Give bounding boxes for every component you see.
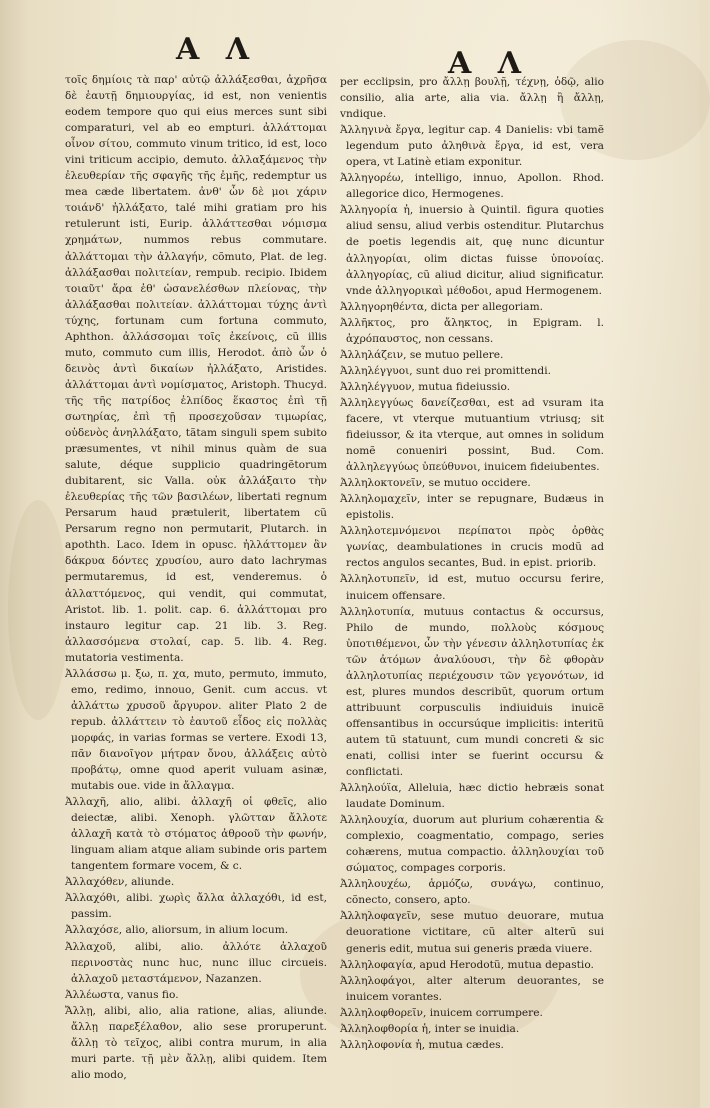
dictionary-entry: Ἀλληλοτυπία, mutuus contactus & occursus, Philo de mundo, πολλοὺς κόσμους ὑποτιθέμενοι, ὧν τὴν γένεσιν ἀλληλοτυπίας ἐκ τῶν ἀτόμων ἀναλύουσι, τὴν δὲ φθορὰν ἀλληλοτυπίας περιέχουσιν τῶν γεγονότων, id est, plures mundos describũt, quorum ortum attribuunt corpusculis indiuiduis inuicẽ offensantibus in occursúque implicitis: interitũ autem tũ statuunt, cum mundi concreti & sic enati, collisi inter se fuerint occursu & conflictati. bbox=[340, 605, 604, 779]
dictionary-entry: Ἀλληγορηθέντα, dicta per allegoriam. bbox=[340, 300, 543, 313]
dictionary-entry: Ἀλληλοτεμνόμενοι περίπατοι πρὸς ὀρθὰς γωνίας, deambulationes in crucis modũ ad rectos angulos secantes, Bud. in epist. priorib. bbox=[340, 525, 604, 570]
dictionary-entry: Ἄλλῃ, alibi, alio, alia ratione, alias, aliunde. ἄλλῃ παρεξέλαθον, alio sese proruperunt. ἄλλῃ τὸ τεῖχος, alibi contra murum, in alia muri parte. τῇ μὲν ἄλλῃ, alibi quidem. Item alio modo, bbox=[65, 1004, 327, 1081]
dictionary-entry: Ἀλληγορία ἡ, inuersio à Quintil. figura quoties aliud sensu, aliud verbis ostenditur. Plutarchus de poetis legendis ait, quę nunc dicuntur ἀλληγορίαι, olim dictas fuisse ὑπονοίας. ἀλληγορίας, cũ aliud dicitur, aliud significatur. vnde ἀλληγορικαὶ μέθοδοι, apud Hermogenem. bbox=[340, 204, 604, 297]
dictionary-entry: Ἀλλαχόθι, alibi. χωρὶς ἄλλα ἀλλαχόθι, id est, passim. bbox=[65, 892, 327, 921]
dictionary-entry: Ἀλληλεγγύως δανείζεσθαι, est ad vsuram ita facere, vt vterque mutuantium vtriusq; sit fideiussor, & ita vterque, aut omnes in solidum nomẽ conueniri possint, Bud. Com. ἀλληλεγγύως ὑπεύθυνοι, inuicem fideiubentes. bbox=[340, 396, 604, 474]
dictionary-entry: Ἀλληλοκτονεῖν, se mutuo occidere. bbox=[340, 477, 531, 490]
entry-continuation: τοῖς δημίοις τὰ παρ' αὐτῷ ἀλλάξεσθαι, ἀχρῆσα δὲ ἑαυτῇ δημιουργίας, id est, non venientis eodem tempore quo qui eius merces sunt sibi comparaturi, vel ab eo empturi. ἀλλάττομαι οἶνον σίτου, commuto vinum tritico, id est, loco vini triticum accipio, demuto. ἀλλαξάμενος τὴν ἐλευθερίαν τῆς σφαγῆς τῆς ἐμῆς, redemptur us mea cæde libertatem. ἀνθ' ὧν δὲ μοι χάριν τοιάνδ' ἠλλάξατο, talé mihi gratiam pro his retulerunt isti, Eurip. ἀλλάττεσθαι νόμισμα χρημάτων, nummos rebus commutare. ἀλλάττομαι τὴν ἀλλαγήν, cõmuto, Plat. de leg. ἀλλάξασθαι πολιτείαν, rempub. recipio. Ibidem τοιαῦτ' ἄρα ἐθ' ὡσανελέσθων πλείονας, τὴν ἀλλάξασθαι πολιτείαν. ἀλλάττομαι τύχης ἀντὶ τύχης, fortunam cum fortuna commuto, Aphthon. ἀλλάσσομαι τοῖς ἐκείνοις, cũ illis muto, commuto cum illis, Herodot. ἀπὸ ὧν ὁ δεινὸς ἀντὶ δικαίων ἠλλάξατο, Aristides. ἀλλάττομαι ἀντὶ νομίσματος, Aristoph. Thucyd. τῆς τῆς πατρίδος ἐλπίδος ἕκαστος ἐπὶ τῇ σωτηρίας, ἐπὶ τῇ προσεχοῦσαν τιμωρίας, οὐδενὸς ἀνηλλάξατο, tãtam singuli spem subito præsumentes, vt nihil minus quàm de sua salute, déque supplicio quadringẽtorum dubitarent, sic Valla. οὐκ ἀλλάξαιτο τὴν ἐλευθερίας τῆς τῶν βασιλέων, libertati regnum Persarum haud prætulerit, libertatem cũ Persarum regno non permutarit, Plutarch. in apothth. Laco. Idem in opusc. ἠλλάττομεν ἂν δάκρυα δόντες χρυσίου, auro dato lachrymas permutaremus, id est, venderemus. ὁ ἀλλαττόμενος, qui vendit, qui commutat, Aristot. lib. 1. polit. cap. 6. ἀλλάττομαι pro instauro legitur cap. 21 lib. 3. Reg. ἀλλασσόμενα στολαί, cap. 5. lib. 4. Reg. mutatoria vestimenta. bbox=[65, 74, 327, 664]
dictionary-entry: Ἀλληλουχία, duorum aut plurium cohærentia & complexio, coagmentatio, compago, series cohærens, mutua compactio. ἀλληλουχίαι τοῦ σώματος, compages corporis. bbox=[340, 814, 604, 875]
dictionary-entry: Ἀλληλάζειν, se mutuo pellere. bbox=[340, 348, 504, 361]
dictionary-entry: Ἀλληγορέω, intelligo, innuo, Apollon. Rhod. allegorice dico, Hermogenes. bbox=[340, 172, 604, 201]
dictionary-entry: Ἀλληλούϊα, Alleluia, hæc dictio hebræis sonat laudate Dominum. bbox=[340, 782, 604, 811]
dictionary-entry: Ἀλληλέγγυοι, sunt duo rei promittendi. bbox=[340, 364, 551, 377]
dictionary-entry: Ἀλλαχόσε, alio, aliorsum, in alium locum. bbox=[65, 924, 289, 937]
dictionary-entry: Ἀλληλοφαγεῖν, sese mutuo deuorare, mutua deuoratione victitare, cũ alter alterũ sui generis edit, mutua sui generis præda viuere. bbox=[340, 910, 604, 955]
dictionary-entry: Ἀλληλοφαγία, apud Herodotũ, mutua depastio. bbox=[340, 958, 594, 971]
dictionary-entry: Ἀλληλομαχεῖν, inter se repugnare, Budæus in epistolis. bbox=[340, 493, 604, 522]
dictionary-entry: Ἀλληλοτυπεῖν, id est, mutuo occursu ferire, inuicem offensare. bbox=[340, 573, 604, 602]
dictionary-entry: Ἀλληλέγγυον, mutua fideiussio. bbox=[340, 380, 511, 393]
running-head-right: Α Λ bbox=[448, 46, 529, 81]
dictionary-entry: Ἀλλάσσω μ. ξω, π. χα, muto, permuto, immuto, emo, redimo, innouo, Genit. cum accus. vt ἀλλάττω χρυσοῦ ἄργυρον. aliter Plato 2 de repub. ἀλλάττειν τὸ ἑαυτοῦ εἶδος εἰς πολλὰς μορφάς, in varias formas se vertere. Exodi 13, πᾶν διανοῖγον μήτραν ὄνου, ἀλλάξεις αὐτὸ προβάτῳ, omne quod aperit vuluam asinæ, mutabis oue. vide in ἄλλαγμα. bbox=[65, 667, 327, 793]
dictionary-entry: Ἀλληλοφάγοι, alter alterum deuorantes, se inuicem vorantes. bbox=[340, 974, 604, 1003]
entry-continuation: per ecclipsin, pro ἄλλῃ βουλῇ, τέχνῃ, ὁδῷ, alio consilio, alia arte, alia via. ἄλλῃ ἢ ἄλλῃ, vndique. bbox=[340, 76, 604, 121]
dictionary-entry: Ἀλλῆκτος, pro ἄληκτος, in Epigram. l. ἀχρόπαυστος, non cessans. bbox=[340, 316, 604, 345]
dictionary-entry: Ἀλλέωστα, vanus fio. bbox=[65, 988, 179, 1001]
dictionary-entry: Ἀλλαχῆ, alio, alibi. ἀλλαχῆ οἱ φθεῖς, alio deiectæ, alibi. Xenoph. γλῶτταν ἄλλοτε ἀλλαχῆ κατὰ τὸ στόματος ἀθροοῦ τὴν φωνήν, linguam aliam atque aliam subinde oris partem tangentem formare vocem, & c. bbox=[65, 796, 327, 873]
paper-stain bbox=[8, 500, 68, 720]
column-right bbox=[340, 74, 604, 1051]
column-left bbox=[65, 72, 327, 1081]
dictionary-entry: Ἀλλαχόθεν, aliunde. bbox=[65, 876, 175, 889]
dictionary-entry: Ἀλλαχοῦ, alibi, alio. ἀλλότε ἀλλαχοῦ περινοστὰς nunc huc, nunc illuc circueis. ἀλλαχοῦ μεταστάμενον, Nazanzen. bbox=[65, 940, 327, 985]
dictionary-entry: Ἀλληλοφθορία ἡ, inter se inuidia. bbox=[340, 1022, 520, 1035]
dictionary-entry: Ἀλληλουχέω, ἁρμόζω, συνάγω, continuo, cõnecto, consero, apto. bbox=[340, 878, 604, 907]
dictionary-entry: Ἀλληλοφθορεῖν, inuicem corrumpere. bbox=[340, 1006, 543, 1019]
running-head-left: Α Λ bbox=[176, 32, 257, 67]
dictionary-entry: Ἀλληλοφονία ἡ, mutua cædes. bbox=[340, 1038, 504, 1051]
dictionary-entry: Ἀλληγινὰ ἔργα, legitur cap. 4 Danielis: vbi tamẽ legendum puto ἀληθινὰ ἔργα, id est, vera opera, vt Latinè etiam exponitur. bbox=[340, 124, 604, 169]
